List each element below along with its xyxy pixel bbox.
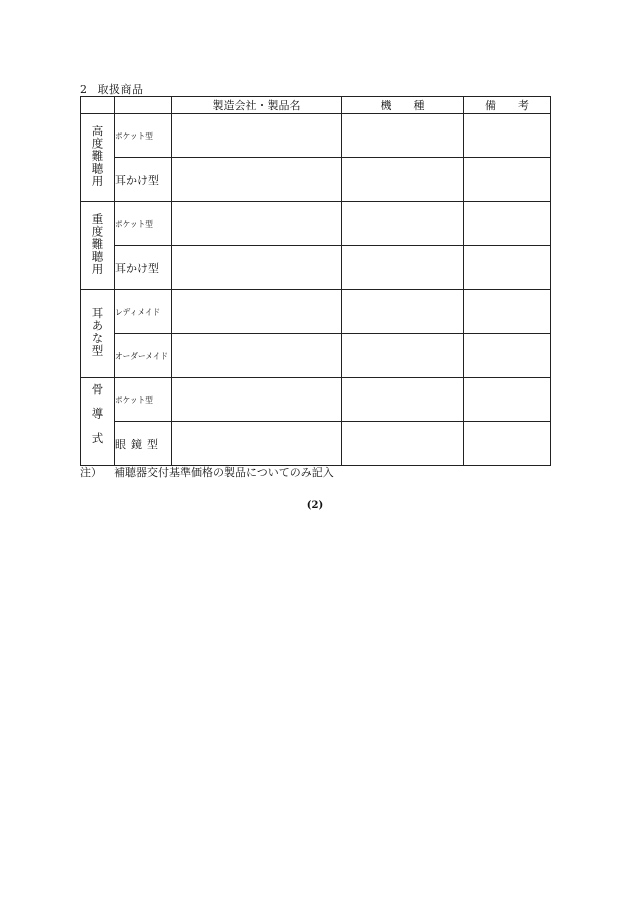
maker-product-cell[interactable] [172,114,342,158]
remarks-cell[interactable] [464,246,551,290]
table-row [81,202,551,246]
model-cell[interactable] [342,202,464,246]
header-model: 機 種 [342,97,464,114]
footnote-label: 注） [80,466,102,479]
remarks-cell[interactable] [464,422,551,466]
type-cell [115,334,172,378]
remarks-cell[interactable] [464,114,551,158]
maker-product-cell[interactable] [172,378,342,422]
model-cell[interactable] [342,422,464,466]
remarks-cell[interactable] [464,290,551,334]
footnote-text: 補聴器交付基準価格の製品についてのみ記入 [114,466,334,479]
remarks-cell[interactable] [464,158,551,202]
header-type [115,97,172,114]
table-row [81,334,551,378]
products-table [80,96,551,466]
category-label: 耳あな型 [90,307,105,357]
model-cell[interactable] [342,158,464,202]
type-label: 耳かけ型 [115,261,159,275]
table-row [81,290,551,334]
remarks-cell[interactable] [464,202,551,246]
header-category [81,97,115,114]
table-row [81,378,551,422]
type-label: オーダーメイド [115,352,169,362]
maker-product-cell[interactable] [172,422,342,466]
type-label: 眼鏡型 [115,437,163,451]
header-maker-product: 製造会社・製品名 [172,97,342,114]
category-cell [81,378,115,466]
section-number: 2 [80,83,88,96]
model-cell[interactable] [342,114,464,158]
maker-product-cell[interactable] [172,334,342,378]
table-row [81,246,551,290]
table-row [81,114,551,158]
section-title-text: 取扱商品 [97,83,144,96]
type-label: 耳かけ型 [115,173,159,187]
remarks-cell[interactable] [464,334,551,378]
category-label: 重度難聴用 [90,212,105,276]
remarks-cell[interactable] [464,378,551,422]
maker-product-cell[interactable] [172,246,342,290]
type-cell [115,246,172,290]
type-cell [115,290,172,334]
model-cell[interactable] [342,246,464,290]
type-cell [115,114,172,158]
model-cell[interactable] [342,290,464,334]
category-label: 骨導式 [90,383,105,457]
page-number: (2) [306,500,324,511]
type-cell [115,202,172,246]
footnote [80,464,334,480]
table-row [81,422,551,466]
model-cell[interactable] [342,378,464,422]
header-remarks: 備 考 [464,97,551,114]
section-title [80,81,144,97]
type-cell [115,158,172,202]
model-cell[interactable] [342,334,464,378]
type-cell [115,378,172,422]
table-header-row [81,97,551,114]
table-row [81,158,551,202]
type-label: ポケット型 [115,220,153,230]
category-cell [81,290,115,378]
type-label: ポケット型 [115,132,153,142]
type-label: ポケット型 [115,396,153,406]
type-label: レディメイド [115,308,161,318]
maker-product-cell[interactable] [172,202,342,246]
category-cell [81,114,115,202]
category-cell [81,202,115,290]
maker-product-cell[interactable] [172,290,342,334]
type-cell [115,422,172,466]
maker-product-cell[interactable] [172,158,342,202]
category-label: 高度難聴用 [90,124,105,188]
